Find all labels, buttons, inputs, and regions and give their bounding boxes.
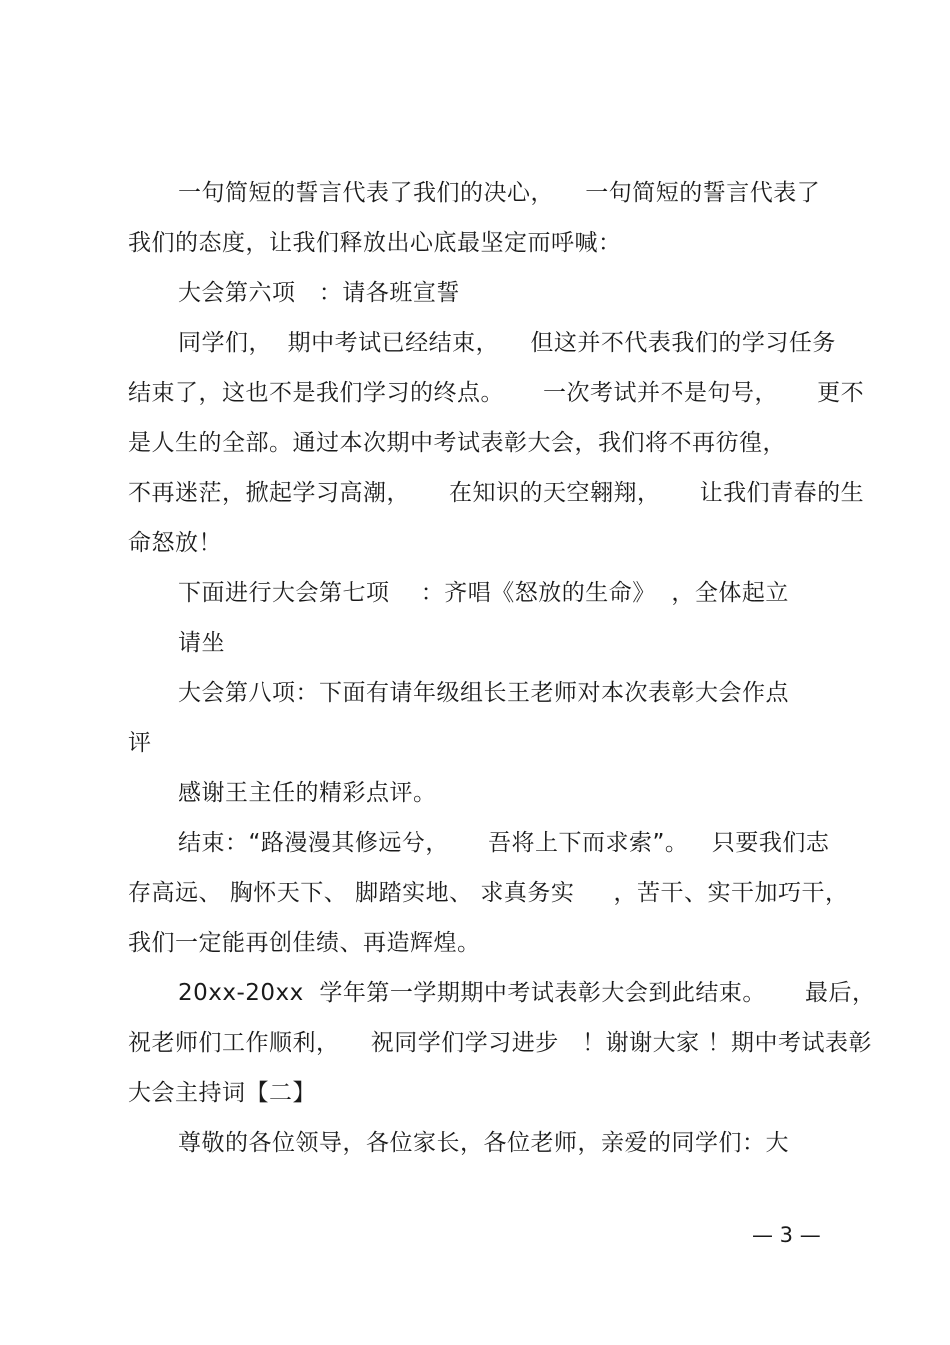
page-number: — 3 — bbox=[752, 1223, 821, 1247]
paragraph-line: 结束：“路漫漫其修远兮， 吾将上下而求索”。 只要我们志 bbox=[178, 830, 830, 856]
paragraph-line: 感谢王主任的精彩点评。 bbox=[178, 780, 437, 806]
paragraph-line: 结束了，这也不是我们学习的终点。 一次考试并不是句号， 更不 bbox=[128, 380, 865, 406]
paragraph-line: 我们的态度，让我们释放出心底最坚定而呼喊： bbox=[128, 230, 622, 256]
paragraph-line: 不再迷茫，掀起学习高潮， 在知识的天空翱翔， 让我们青春的生 bbox=[128, 480, 865, 506]
paragraph-line: 请坐 bbox=[178, 630, 225, 656]
paragraph-line: 大会第六项 ：请各班宣誓 bbox=[178, 280, 460, 306]
paragraph-line: 尊敬的各位领导，各位家长，各位老师，亲爱的同学们：大 bbox=[178, 1130, 789, 1156]
paragraph-line: 下面进行大会第七项 ：齐唱《怒放的生命》 ，全体起立 bbox=[178, 580, 789, 606]
paragraph-line: 20xx-20xx 学年第一学期期中考试表彰大会到此结束。 最后， bbox=[178, 980, 876, 1006]
paragraph-line: 命怒放！ bbox=[128, 530, 222, 556]
paragraph-line: 我们一定能再创佳绩、再造辉煌。 bbox=[128, 930, 481, 956]
paragraph-line: 祝老师们工作顺利， 祝同学们学习进步 ！谢谢大家 ！期中考试表彰 bbox=[128, 1030, 872, 1056]
paragraph-line: 同学们， 期中考试已经结束， 但这并不代表我们的学习任务 bbox=[178, 330, 836, 356]
paragraph-line: 大会第八项：下面有请年级组长王老师对本次表彰大会作点 bbox=[178, 680, 789, 706]
paragraph-line: 评 bbox=[128, 730, 152, 756]
paragraph-line: 一句简短的誓言代表了我们的决心， 一句简短的誓言代表了 bbox=[178, 180, 821, 206]
paragraph-line: 是人生的全部。通过本次期中考试表彰大会，我们将不再彷徨， bbox=[128, 430, 786, 456]
paragraph-line: 大会主持词【二】 bbox=[128, 1080, 316, 1106]
paragraph-line: 存高远、 胸怀天下、 脚踏实地、 求真务实 ，苦干、实干加巧干， bbox=[128, 880, 849, 906]
